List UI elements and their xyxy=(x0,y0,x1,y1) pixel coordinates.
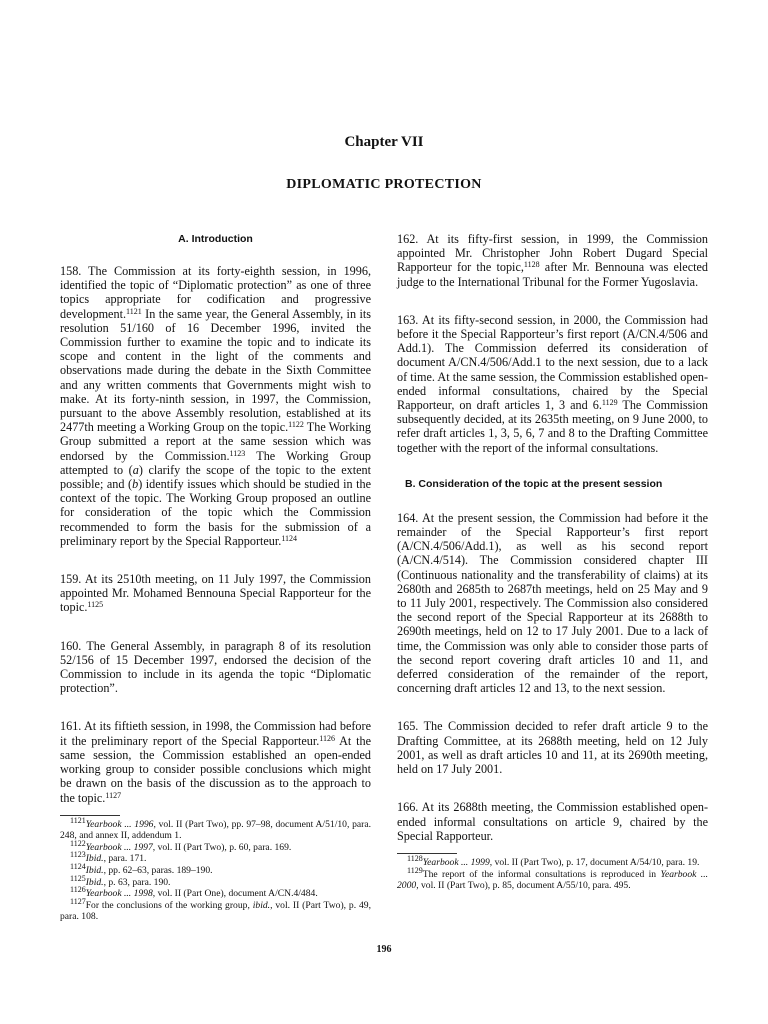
footnotes-right xyxy=(397,853,708,892)
page-title: DIPLOMATIC PROTECTION xyxy=(286,177,482,192)
footnote-1122: $^{1122}$Yearbook ... 1997, vol. II (Part Two), p. 60, para. 169. xyxy=(70,838,292,853)
footnote-1127: $^{1127}$For the conclusions of the working group, ibid., vol. II (Part Two), p. 49, para. 108. xyxy=(60,896,371,923)
chapter-heading: Chapter VII xyxy=(344,134,424,150)
footnote-ref[interactable]: 1123 xyxy=(229,448,246,458)
footnote-1121: $^{1121}$Yearbook ... 1996, vol. II (Part Two), pp. 97–98, document A/51/10, para. 248, and annex II, addendum 1. xyxy=(60,815,371,842)
footnote-1129: $^{1129}$The report of the informal consultations is reproduced in Yearbook ... 2000, vol. II (Part Two), p. 85, document A/55/10, para. 495. xyxy=(397,865,708,892)
footnotes-left xyxy=(60,815,371,923)
footnote-ref[interactable]: 1125 xyxy=(87,600,104,610)
section-heading-a: A. Introduction xyxy=(178,233,253,245)
page-number: 196 xyxy=(376,944,392,955)
section-heading-b: B. Consideration of the topic at the present session xyxy=(405,477,663,490)
footnote-divider xyxy=(60,815,120,816)
paragraph-166: 166. At its 2688th meeting, the Commission established open-ended informal consultations on article 9, chaired by the Special Rapporteur. xyxy=(397,800,708,843)
paragraph-158: 158. The Commission at its forty-eighth session, in 1996, identified the topic of “Diplomatic protection” as one of three topics appropriate for codification and progressive development.$^{1121}$ In the same year, the General Assembly, in its resolution 51/160 of 16 December 1996, invited the Commission further to examine the topic and to indicate its scope and content in the light of the comments and observations made during the debate in the Sixth Committee and any written comments that Governments might wish to make. At its forty-ninth session, in 1997, the Commission, pursuant to the above Assembly resolution, established at its 2477th meeting a Working Group on the topic.$^{1122}$ The Working Group submitted a report at the same session which was endorsed by the Commission.$^{1123}$ The Working Group attempted to (a) clarify the scope of the topic to the extent possible; and (b) identify issues which should be studied in the context of the topic. The Working Group proposed an outline for consideration of the topic which the Commission recommended to form the basis for the submission of a preliminary report by the Special Rapporteur.$^{1124}$ xyxy=(60,264,372,548)
footnote-1128: $^{1128}$Yearbook ... 1999, vol. II (Part Two), p. 17, document A/54/10, para. 19. xyxy=(407,853,700,868)
paragraph-162: 162. At its fifty-first session, in 1999, the Commission appointed Mr. Christopher John Robert Dugard Special Rapporteur for the topic,$^{1128}$ after Mr. Bennouna was elected judge to the International Tribunal for the Former Yugoslavia. xyxy=(397,232,709,289)
footnote-1124: $^{1124}$Ibid., pp. 62–63, paras. 189–190. xyxy=(70,862,213,877)
paragraph-164: 164. At the present session, the Commission had before it the remainder of the Special Rapporteur’s first report (A/CN.4/506/Add.1), as well as his second report (A/CN.4/514). The Commission considered chapter III (Continuous nationality and the transferability of claims) at its 2680th and 2685th to 2687th meetings, held on 25 May and 9 to 11 July 2001, respectively. The Commission also considered the second report of the Special Rapporteur at its 2688th to 2690th meetings, held on 12 to 17 July 2001. Due to a lack of time, the Commission was only able to consider those parts of the second report covering draft articles 10 and 11, and deferred consideration of the remainder of the report, concerning draft articles 12 and 13, to the next session. xyxy=(397,510,708,696)
paragraph-163: 163. At its fifty-second session, in 2000, the Commission had before it the Special Rapporteur’s first report (A/CN.4/506 and Add.1). The Commission deferred its consideration of document A/CN.4/506/Add.1 to the next session, due to a lack of time. At the same session, the Commission established open-ended informal consultations, chaired by the Special Rapporteur, on draft articles 1, 3 and 6.$^{1129}$ The Commission subsequently decided, at its 2635th meeting, on 9 June 2000, to refer draft articles 1, 3, 5, 6, 7 and 8 to the Drafting Committee together with the report of the informal consultations. xyxy=(397,312,708,455)
footnote-ref[interactable]: 1122 xyxy=(288,420,304,430)
footnote-ref[interactable]: 1126 xyxy=(319,733,335,743)
footnote-ref[interactable]: 1121 xyxy=(126,306,142,316)
right-column xyxy=(397,232,708,892)
left-column xyxy=(60,232,371,923)
paragraph-160: 160. The General Assembly, in paragraph 8 of its resolution 52/156 of 15 December 1997, endorsed the decision of the Commission to include in its agenda the topic “Diplomatic protection”. xyxy=(60,638,371,696)
paragraph-165: 165. The Commission decided to refer draft article 9 to the Drafting Committee, at its 2688th meeting, held on 12 July 2001, as well as draft articles 10 and 11, at its 2690th meeting, held on 17 July 2001. xyxy=(397,719,708,777)
footnote-1126: $^{1126}$Yearbook ... 1998, vol. II (Part One), document A/CN.4/484. xyxy=(70,885,318,900)
footnote-1123: $^{1123}$Ibid., para. 171. xyxy=(70,850,147,865)
footnote-ref[interactable]: 1128 xyxy=(523,260,540,270)
paragraph-161: 161. At its fiftieth session, in 1998, the Commission had before it the preliminary report of the Special Rapporteur.$^{1126}$ At the same session, the Commission established an open-ended working group to consider possible conclusions which might be drawn on the basis of the discussion as to the approach to the topic.$^{1127}$ xyxy=(60,719,371,805)
footnote-ref[interactable]: 1124 xyxy=(281,533,298,543)
footnote-ref[interactable]: 1129 xyxy=(601,398,618,408)
footnote-divider xyxy=(397,853,457,854)
footnote-ref[interactable]: 1127 xyxy=(105,790,122,800)
paragraph-159: 159. At its 2510th meeting, on 11 July 1997, the Commission appointed Mr. Mohamed Bennouna Special Rapporteur for the topic.$^{1125}$ xyxy=(60,572,371,615)
footnote-1125: $^{1125}$Ibid., p. 63, para. 190. xyxy=(70,873,171,888)
